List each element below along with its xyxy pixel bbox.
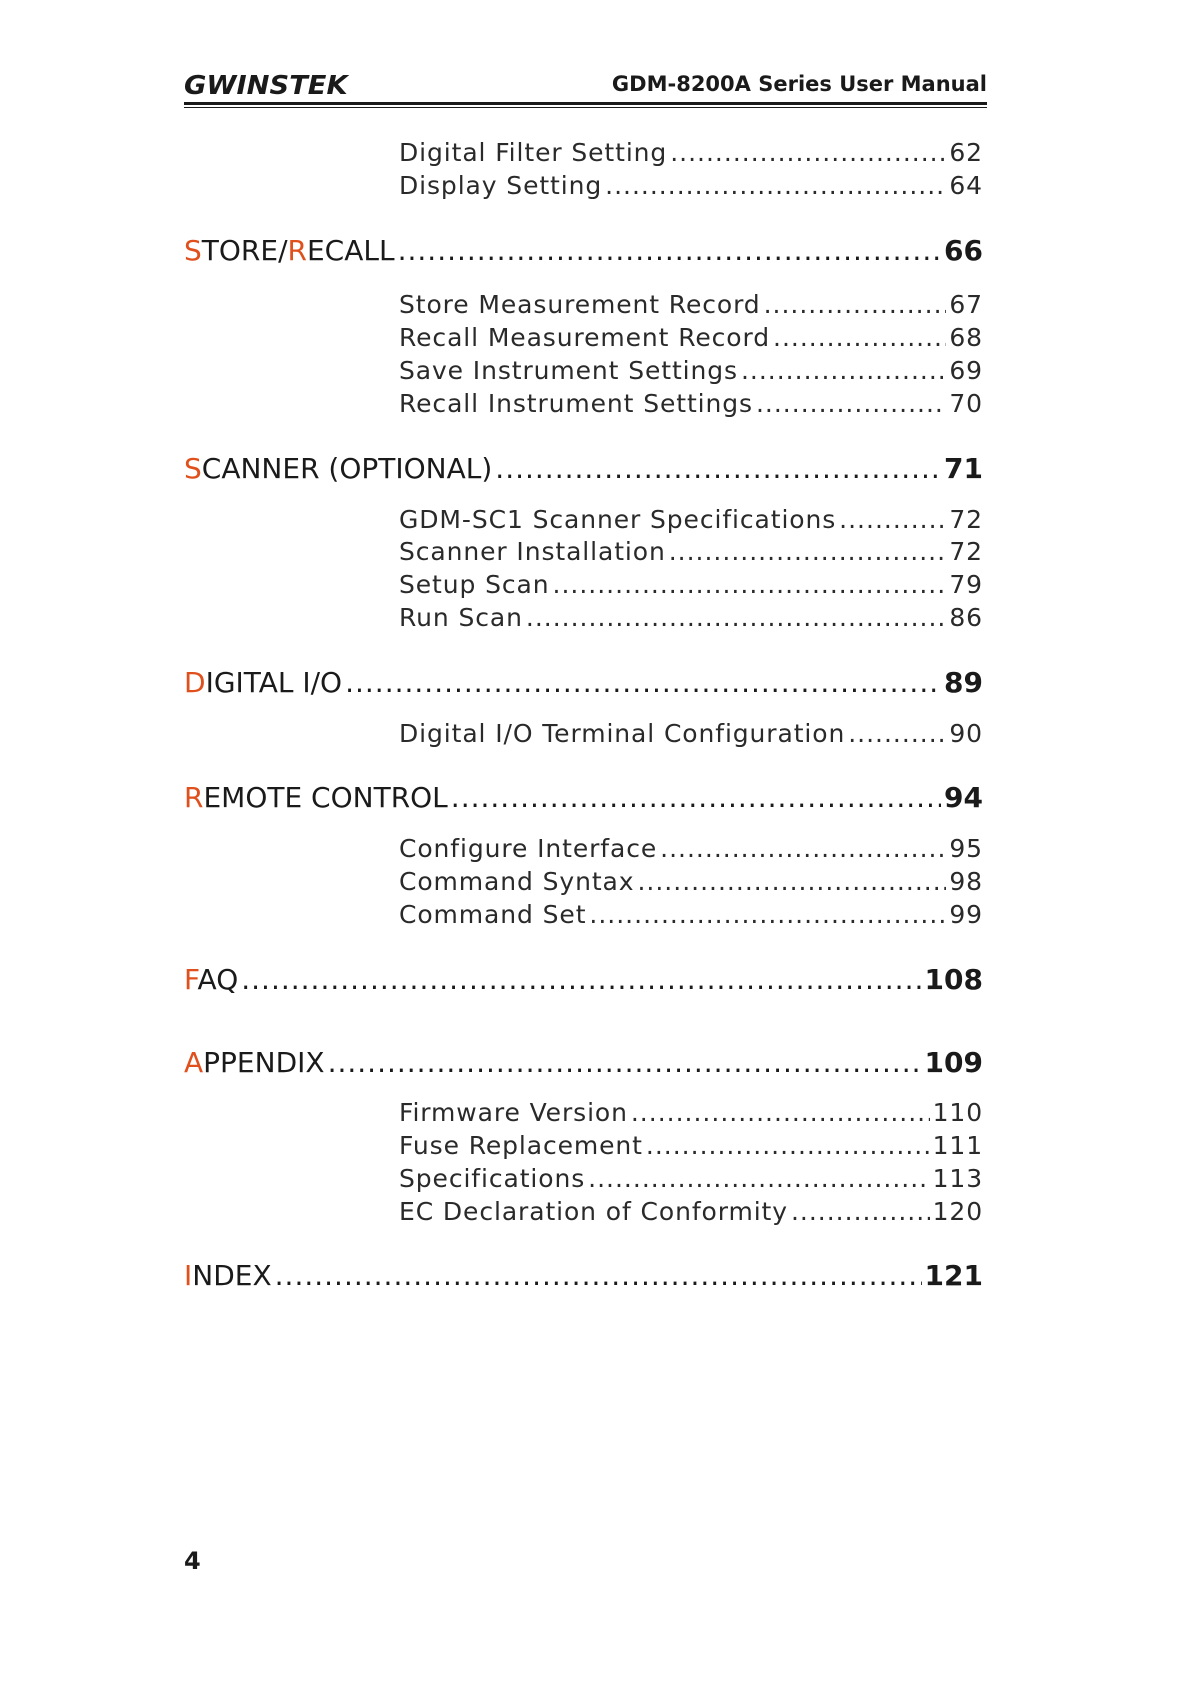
toc-entry-recall-measurement-record[interactable]	[399, 323, 983, 352]
toc-entry-page: 99	[949, 900, 983, 929]
toc-chapter-page: 109	[924, 1046, 983, 1079]
toc-entry-page: 64	[949, 171, 983, 200]
toc-entry-scanner-installation[interactable]	[399, 537, 983, 566]
toc-entry-page: 72	[949, 505, 983, 534]
toc-entry-title: Digital I/O Terminal Configuration	[399, 719, 846, 748]
dot-leader	[345, 666, 941, 699]
page-header	[184, 66, 987, 106]
toc-entry-command-set[interactable]	[399, 900, 983, 929]
chapter-title-rest: NDEX	[192, 1259, 272, 1292]
toc-chapter-index[interactable]	[184, 1259, 983, 1292]
toc-entry-title: Run Scan	[399, 603, 523, 632]
toc-entry-page: 86	[949, 603, 983, 632]
toc-chapter-remote-control[interactable]	[184, 781, 983, 814]
toc-entry-title: EC Declaration of Conformity	[399, 1197, 788, 1226]
toc-entry-recall-instrument-settings[interactable]	[399, 389, 983, 418]
toc-entry-page: 113	[932, 1164, 983, 1193]
toc-entry-title: Recall Instrument Settings	[399, 389, 753, 418]
dot-leader	[451, 781, 941, 814]
toc-entry-page: 110	[932, 1098, 983, 1127]
toc-entry-page: 120	[932, 1197, 983, 1226]
toc-chapter-title	[184, 1259, 272, 1292]
toc-entry-fuse-replacement[interactable]	[399, 1131, 983, 1160]
toc-entry-title: Digital Filter Setting	[399, 138, 668, 167]
toc-entry-page: 98	[949, 867, 983, 896]
toc-chapter-page: 121	[924, 1259, 983, 1292]
toc-entry-page: 95	[949, 834, 983, 863]
chapter-initial: R	[184, 781, 204, 814]
toc-chapter-title	[184, 781, 448, 814]
toc-chapter-faq[interactable]	[184, 963, 983, 996]
chapter-title-rest: CANNER (OPTIONAL)	[201, 452, 493, 485]
toc-chapter-title	[184, 452, 492, 485]
toc-entry-title: Firmware Version	[399, 1098, 628, 1127]
toc-chapter-digital-io[interactable]	[184, 666, 983, 699]
dot-leader	[646, 1131, 930, 1160]
chapter-title-rest: ECALL	[306, 234, 395, 267]
dot-leader	[275, 1259, 922, 1292]
toc-entry-gdm-sc1-scanner-specifications[interactable]	[399, 505, 983, 534]
toc-entry-setup-scan[interactable]	[399, 570, 983, 599]
dot-leader	[526, 603, 947, 632]
chapter-title-rest: IGITAL I/O	[205, 666, 343, 699]
header-rule-thick	[184, 102, 987, 105]
toc-entry-title: Fuse Replacement	[399, 1131, 643, 1160]
dot-leader	[588, 1164, 929, 1193]
toc-entry-firmware-version[interactable]	[399, 1098, 983, 1127]
toc-entry-title: GDM-SC1 Scanner Specifications	[399, 505, 837, 534]
chapter-initial: A	[184, 1046, 204, 1079]
dot-leader	[605, 171, 946, 200]
page-number: 4	[184, 1547, 201, 1575]
toc-entry-command-syntax[interactable]	[399, 867, 983, 896]
toc-chapter-page: 89	[944, 666, 983, 699]
dot-leader	[756, 389, 946, 418]
toc-entry-title: Command Set	[399, 900, 587, 929]
toc-entry-page: 79	[949, 570, 983, 599]
toc-entry-title: Scanner Installation	[399, 537, 666, 566]
manual-title: GDM-8200A Series User Manual	[611, 72, 987, 96]
header-rule-thin	[184, 107, 987, 108]
dot-leader	[764, 290, 947, 319]
toc-entry-digital-filter-setting[interactable]	[399, 138, 983, 167]
toc-entry-title: Recall Measurement Record	[399, 323, 770, 352]
toc-entry-title: Command Syntax	[399, 867, 635, 896]
chapter-initial: F	[184, 963, 198, 996]
toc-chapter-store-recall[interactable]	[184, 234, 983, 267]
toc-entry-digital-io-terminal-configuration[interactable]	[399, 719, 983, 748]
dot-leader	[669, 537, 947, 566]
toc-chapter-title	[184, 963, 238, 996]
toc-chapter-title	[184, 234, 395, 267]
toc-chapter-page: 108	[924, 963, 983, 996]
chapter-initial: S	[184, 234, 202, 267]
toc-entry-page: 111	[932, 1131, 983, 1160]
toc-entry-ec-declaration-of-conformity[interactable]	[399, 1197, 983, 1226]
dot-leader	[495, 452, 941, 485]
toc-entry-configure-interface[interactable]	[399, 834, 983, 863]
toc-entry-page: 72	[949, 537, 983, 566]
dot-leader	[398, 234, 941, 267]
toc-chapter-appendix[interactable]	[184, 1046, 983, 1079]
dot-leader	[791, 1197, 930, 1226]
dot-leader	[589, 900, 946, 929]
dot-leader	[670, 138, 946, 167]
toc-entry-title: Setup Scan	[399, 570, 550, 599]
dot-leader	[637, 867, 946, 896]
toc-chapter-scanner[interactable]	[184, 452, 983, 485]
chapter-title-rest: EMOTE CONTROL	[203, 781, 448, 814]
toc-entry-title: Configure Interface	[399, 834, 658, 863]
dot-leader	[741, 356, 946, 385]
dot-leader	[328, 1046, 922, 1079]
dot-leader	[773, 323, 946, 352]
dot-leader	[660, 834, 946, 863]
chapter-initial: S	[184, 452, 202, 485]
toc-entry-title: Specifications	[399, 1164, 586, 1193]
dot-leader	[839, 505, 946, 534]
toc-entry-store-measurement-record[interactable]	[399, 290, 983, 319]
toc-chapter-title	[184, 666, 342, 699]
chapter-title-rest: PPENDIX	[203, 1046, 325, 1079]
toc-entry-specifications[interactable]	[399, 1164, 983, 1193]
toc-chapter-page: 94	[944, 781, 983, 814]
dot-leader	[631, 1098, 930, 1127]
toc-entry-run-scan[interactable]	[399, 603, 983, 632]
toc-chapter-page: 66	[944, 234, 983, 267]
toc-entry-title: Save Instrument Settings	[399, 356, 738, 385]
toc-entry-page: 90	[949, 719, 983, 748]
toc-chapter-page: 71	[944, 452, 983, 485]
toc-entry-title: Store Measurement Record	[399, 290, 761, 319]
dot-leader	[848, 719, 946, 748]
toc-entry-page: 67	[949, 290, 983, 319]
toc-entry-display-setting[interactable]	[399, 171, 983, 200]
chapter-initial: I	[184, 1259, 193, 1292]
toc-entry-save-instrument-settings[interactable]	[399, 356, 983, 385]
toc-entry-page: 68	[949, 323, 983, 352]
toc-entry-title: Display Setting	[399, 171, 603, 200]
dot-leader	[553, 570, 947, 599]
dot-leader	[241, 963, 921, 996]
toc-entry-page: 69	[949, 356, 983, 385]
chapter-initial: D	[184, 666, 206, 699]
chapter-title-rest: AQ	[197, 963, 239, 996]
toc-chapter-title	[184, 1046, 325, 1079]
toc-entry-page: 62	[949, 138, 983, 167]
toc-entry-page: 70	[949, 389, 983, 418]
gwinstek-logo: GWINSTEK	[184, 71, 348, 101]
chapter-title-rest: TORE/	[201, 234, 288, 267]
chapter-initial: R	[287, 234, 307, 267]
